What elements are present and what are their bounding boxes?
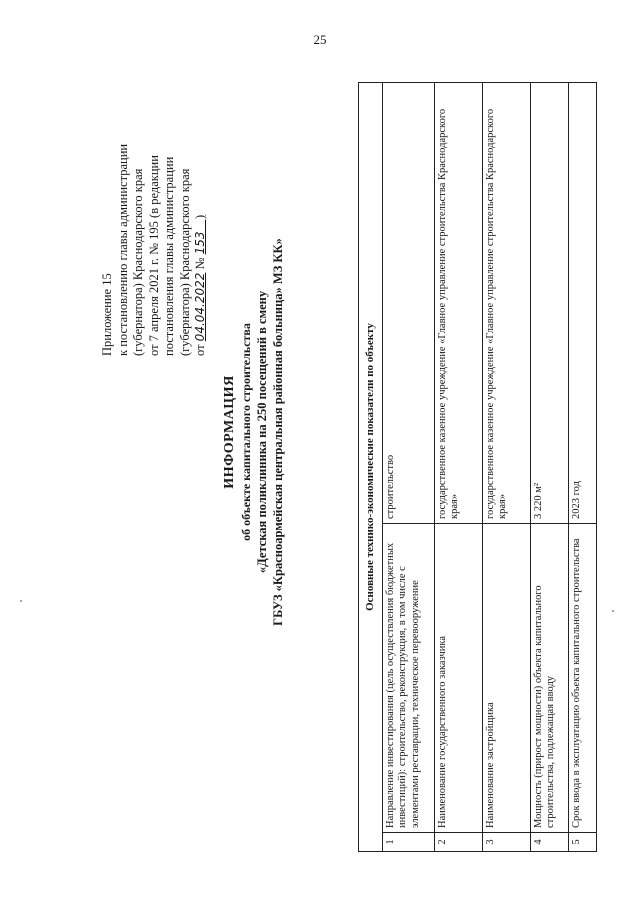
row-name: Наименование государственного заказчика xyxy=(434,524,482,833)
number-prefix: № xyxy=(193,257,207,270)
table-row xyxy=(434,83,482,852)
appendix-line: постановления главы администрации xyxy=(162,156,176,356)
scan-speck xyxy=(20,600,22,602)
table-row xyxy=(382,83,434,852)
row-name: Направление инвестирования (цель осуществления бюджетных инвестиций): строительство, реконструкция, в том числе с элементами реставрации, техническое перевооружение xyxy=(382,524,434,833)
table-row xyxy=(530,83,568,852)
appendix-title: Приложение 15 xyxy=(100,273,114,356)
row-name: Наименование застройщика xyxy=(482,524,530,833)
object-name: «Детская поликлиника на 250 посещений в смену xyxy=(255,290,269,574)
appendix-line: (губернатора) Краснодарского края xyxy=(177,168,192,356)
document-subtitle: об объекте капитального строительства xyxy=(239,323,253,541)
row-value: государственное казенное учреждение «Главное управление строительства Краснодарского края» xyxy=(434,83,482,524)
row-number: 5 xyxy=(568,833,596,852)
appendix-line: (губернатора) Краснодарского края xyxy=(131,168,145,356)
appendix-line: к постановлению главы администрации xyxy=(115,143,130,356)
organization-name: ГБУЗ «Красноармейская центральная районная больница» МЗ КК» xyxy=(271,238,285,626)
handwritten-number: 153 xyxy=(193,231,207,255)
date-prefix: от xyxy=(193,344,207,356)
table-row xyxy=(568,83,596,852)
scan-speck xyxy=(612,610,614,612)
row-number: 3 xyxy=(482,833,530,852)
document-heading xyxy=(222,222,286,642)
row-number: 4 xyxy=(530,833,568,852)
row-value: государственное казенное учреждение «Главное управление строительства Краснодарского края» xyxy=(482,83,530,524)
page-number: 25 xyxy=(313,32,327,47)
appendix-line: от 7 апреля 2021 г. № 195 (в редакции xyxy=(146,155,161,356)
table-header-row xyxy=(359,83,383,852)
row-name: Срок ввода в эксплуатацию объекта капитального строительства xyxy=(568,524,596,833)
table-header: Основные технико-экономические показатели по объекту xyxy=(359,83,383,852)
row-number: 1 xyxy=(382,833,434,852)
row-value: 2023 год xyxy=(568,83,596,524)
row-value: 3 220 м² xyxy=(530,83,568,524)
handwritten-date: 04.04.2022 xyxy=(193,272,207,342)
row-name: Мощность (прирост мощности) объекта капитального строительства, подлежащая вводу xyxy=(530,524,568,833)
appendix-block xyxy=(100,86,209,356)
appendix-date-line: от 04.04.2022 № 153 ) xyxy=(193,214,207,356)
indicators-table xyxy=(358,82,597,852)
table-row xyxy=(482,83,530,852)
rotated-page-content xyxy=(70,82,630,852)
document-title: ИНФОРМАЦИЯ xyxy=(222,375,237,489)
row-number: 2 xyxy=(434,833,482,852)
row-value: строительство xyxy=(382,83,434,524)
